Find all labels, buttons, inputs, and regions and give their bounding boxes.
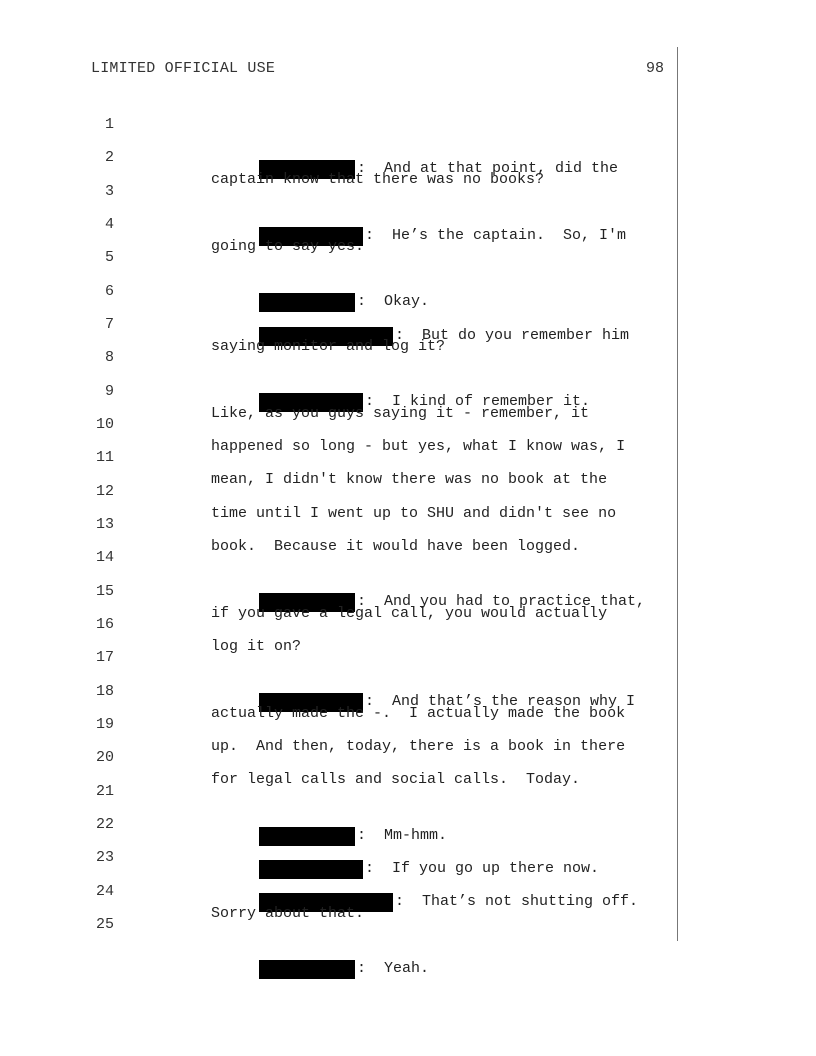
transcript-line (0, 325, 816, 410)
line-number: 3 (104, 183, 114, 200)
line-number: 6 (104, 283, 114, 300)
line-number: 16 (95, 616, 114, 633)
line-number: 9 (104, 383, 114, 400)
line-text: if you gave a legal call, you would actually (211, 605, 608, 622)
transcript-line (0, 592, 816, 655)
line-text: : Okay. (357, 293, 430, 310)
transcript-line (0, 725, 816, 788)
line-text: : He’s the captain. So, I'm (365, 227, 627, 244)
line-text: : And you had to practice that, (357, 593, 646, 610)
line-number: 18 (95, 683, 114, 700)
line-text: time until I went up to SHU and didn't see no (211, 505, 617, 522)
line-text: : And that’s the reason why I (365, 693, 636, 710)
line-text: actually made the -. I actually made the book (211, 705, 626, 722)
line-number: 23 (95, 849, 114, 866)
line-number: 21 (95, 783, 114, 800)
transcript-line (0, 492, 816, 555)
line-text: mean, I didn't know there was no book at the (211, 471, 608, 488)
line-text: going to say yes. (211, 238, 365, 255)
transcript-line (0, 892, 816, 977)
line-text: : Yeah. (357, 960, 430, 977)
line-number: 7 (104, 316, 114, 333)
line-number: 19 (95, 716, 114, 733)
transcript-line (0, 159, 816, 244)
transcript-line (0, 92, 816, 177)
line-text: : That’s not shutting off. (395, 893, 639, 910)
line-text: : If you go up there now. (365, 860, 600, 877)
line-text: : I kind of remember it. (365, 393, 591, 410)
line-number: 5 (104, 249, 114, 266)
line-text: Like, as you guys saying it - remember, it (211, 405, 590, 422)
line-text: saying monitor and log it? (211, 338, 446, 355)
line-text: captain know that there was no books? (211, 171, 545, 188)
line-text: book. Because it would have been logged. (211, 538, 581, 555)
page-number: 98 (646, 60, 665, 77)
line-number: 14 (95, 549, 114, 566)
speaker-turn (259, 958, 429, 980)
security-marking: LIMITED OFFICIAL USE (91, 60, 276, 77)
line-number: 25 (95, 916, 114, 933)
line-number: 4 (104, 216, 114, 233)
line-number: 22 (95, 816, 114, 833)
line-number: 8 (104, 349, 114, 366)
line-text: Sorry about that. (211, 905, 365, 922)
line-text: : But do you remember him (395, 327, 630, 344)
line-number: 20 (95, 749, 114, 766)
redaction-box (259, 960, 355, 979)
line-number: 12 (95, 483, 114, 500)
line-text: : Mm-hmm. (357, 827, 448, 844)
transcript-line (0, 392, 816, 455)
line-text: happened so long - but yes, what I know was, I (211, 438, 626, 455)
transcript-line (0, 225, 816, 310)
line-text: for legal calls and social calls. Today. (211, 771, 581, 788)
line-text: : And at that point, did the (357, 160, 619, 177)
line-number: 10 (95, 416, 114, 433)
transcript-line (0, 459, 816, 522)
line-number: 15 (95, 583, 114, 600)
transcript-line (0, 425, 816, 488)
line-number: 11 (95, 449, 114, 466)
line-number: 17 (95, 649, 114, 666)
line-number: 2 (104, 149, 114, 166)
transcript-line (0, 692, 816, 755)
line-text: log it on? (211, 638, 302, 655)
line-text: up. And then, today, there is a book in there (211, 738, 626, 755)
line-number: 24 (95, 883, 114, 900)
line-number: 1 (104, 116, 114, 133)
line-number: 13 (95, 516, 114, 533)
